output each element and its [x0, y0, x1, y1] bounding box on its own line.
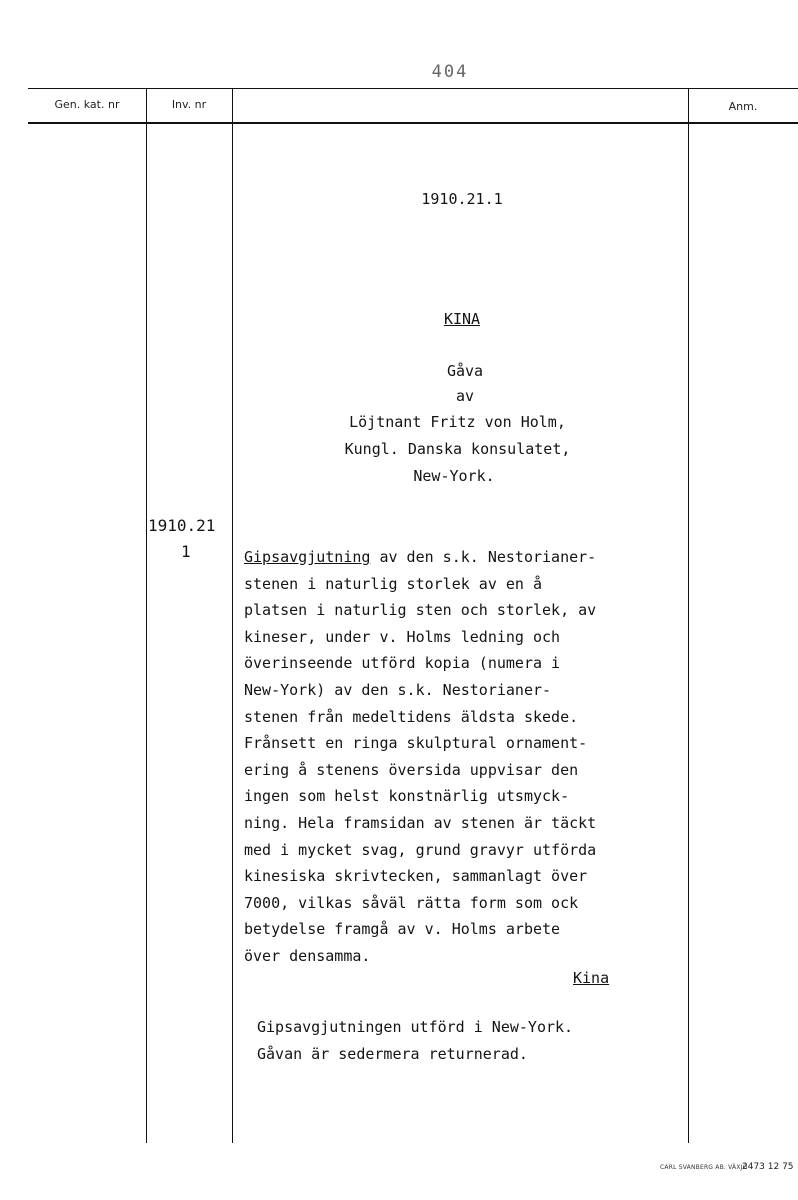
column-rule-3 — [688, 88, 689, 1143]
header-bottom-rule — [28, 122, 798, 124]
description-line: betydelse framgå av v. Holms arbete — [244, 920, 561, 939]
header-top-rule — [28, 88, 798, 89]
description-line: med i mycket svag, grund gravyr utförda — [244, 840, 597, 859]
country-heading: KINA — [443, 310, 481, 328]
description-line: ering å stenens översida uppvisar den — [244, 760, 579, 779]
inv-number-line2: 1 — [181, 542, 191, 561]
description-first-word: Gipsavgjutning — [244, 548, 371, 566]
description-line: över densamma. — [244, 946, 371, 965]
description-line: ning. Hela framsidan av stenen är täckt — [244, 813, 597, 832]
note-line-2: Gåvan är sedermera returnerad. — [257, 1045, 528, 1063]
donor-city: New-York. — [413, 467, 495, 485]
description-first-rest: av den s.k. Nestorianer- — [370, 548, 597, 566]
description-line: Frånsett en ringa skulptural ornament- — [244, 734, 588, 753]
description-line: ingen som helst konstnärlig utsmyck- — [244, 787, 570, 806]
gift-by-label: av — [455, 387, 475, 405]
description-line: överinseende utförd kopia (numera i — [244, 654, 561, 673]
note-line-1: Gipsavgjutningen utförd i New-York. — [257, 1018, 574, 1036]
catalog-number: 1910.21.1 — [421, 190, 503, 208]
inv-number-line1: 1910.21 — [148, 516, 216, 535]
printer-imprint: CARL SVANBERG AB. VÄXJÖ — [660, 1164, 748, 1171]
printer-form-code: 2473 12 75 — [742, 1162, 794, 1172]
donor-name: Löjtnant Fritz von Holm, — [349, 413, 566, 431]
description-line: kinesiska skrivtecken, sammanlagt över — [244, 867, 588, 886]
header-anm: Anm. — [728, 100, 758, 113]
object-description — [244, 544, 674, 970]
header-inv-nr: Inv. nr — [171, 98, 207, 111]
description-line: 7000, vilkas såväl rätta form som ock — [244, 893, 579, 912]
description-line: stenen i naturlig storlek av en å — [244, 574, 543, 593]
description-line: stenen från medeltidens äldsta skede. — [244, 707, 579, 726]
donor-affiliation: Kungl. Danska konsulatet, — [344, 440, 571, 458]
description-line: kineser, under v. Holms ledning och — [244, 627, 561, 646]
column-rule-1 — [146, 88, 147, 1143]
header-gen-kat-nr: Gen. kat. nr — [54, 98, 120, 111]
column-rule-2 — [232, 88, 233, 1143]
gift-label: Gåva — [446, 362, 484, 380]
description-line: New-York) av den s.k. Nestorianer- — [244, 680, 552, 699]
description-line-1 — [244, 544, 674, 571]
place-tag: Kina — [573, 969, 610, 987]
description-line: platsen i naturlig sten och storlek, av — [244, 601, 597, 620]
page-number: 404 — [431, 62, 469, 82]
